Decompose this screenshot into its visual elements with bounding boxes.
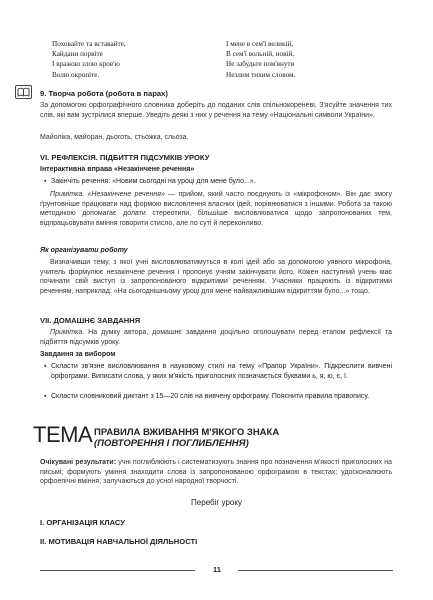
note-label: Примітка. [50,329,85,336]
lesson-step-2: II. МОТИВАЦІЯ НАВЧАЛЬНОЇ ДІЯЛЬНОСТІ [40,537,198,546]
note-text: На думку автора, домашнє завдання доцільно оголошувати перед етапом рефлексії та підбиття підсумків уроку. [40,329,392,346]
bullet-icon: ▪ [44,178,47,185]
poem-line: Незлим тихим словом. [226,70,296,79]
footer-rule-left [40,570,195,571]
tema-subtitle: (ПОВТОРЕННЯ І ПОГЛИБЛЕННЯ) [94,438,249,449]
choice-title: Завдання за вибором [40,351,116,358]
section-9-words: Майоліка, майоран, дьоготь, стьожка, сльоза. [40,134,189,141]
how-text: Визначивши тему, з якої учні висловлюватимуться в колі ідей або за допомогою уявного мікрофона, учитель формулює незакінчене речення і пропонує учням закінчувати його. Кожен наступний учень має починати свій виступ із запропонованого відкритими реченням. Учасники працюють із відкритими реченням, наприклад: «На сьогоднішньому уроці для мене найважливішим відкриттям було...» тощо. [40,259,392,295]
section-9-title: 9. Творча робота (робота в парах) [40,89,168,98]
how-title: Як організувати роботу [40,247,128,254]
poem-line: І вражою злою кров'ю [52,60,120,69]
poem-line: В сем'ї вольній, новій, [226,50,295,59]
results-label: Очікувані результати: [40,459,117,466]
bullet-icon: ▪ [44,363,47,370]
section-9-text: За допомогою орфографічного словника доберіть до поданих слів спільнокореневі. З'ясуйте значення тих слів, які вам зустрілися вперше. Уведіть деякі з них у речення на тему «Національні символи України». [40,102,392,119]
bullet-text: Закінчіть речення: «Новим сьогодні на уроці для мене було...». [51,178,256,185]
poem-line: Кайдани порвіте [52,50,103,59]
section-7-note [40,328,392,347]
note-text: — прийом, який часто поєднують із «мікрофоном». Він дає змогу ґрунтовніше працювати над формою висловлення власних ідей, порівнюватися з іншими. Робота за такою методикою допомагає долати стереотипи, більшіше висловлюватися щодо запропонованих тем, відпрацьовувати вміння говорити стисло, але по суті й переконливо. [40,191,392,227]
tema-title: ПРАВИЛА ВЖИВАННЯ М'ЯКОГО ЗНАКА [94,427,280,438]
homework-bullet-2 [44,392,392,402]
note-term: «Незакінчене речення» [87,191,165,198]
poem-line: І мене в сем'ї великій, [226,40,294,48]
poem-left [52,39,126,80]
bullet-text: Скласти зв'язне висловлювання в науковому стилі на тему «Прапор України». Підкреслити вивчені орфограми. Виписати слова, у яких м'якість приголосних позначається буквами ь, я, ю, є, ї. [51,363,392,380]
homework-bullet-1 [44,362,392,381]
poem-line: Волю окропіте. [52,70,100,79]
footer-rule-right [238,570,393,571]
section-6-subtitle: Інтерактивна вправа «Незакінчене речення» [40,166,195,173]
poem-line: Не забудьте пом'янути [226,60,295,69]
lesson-flow: Перебіг уроку [191,498,242,507]
section-7-title: VII. ДОМАШНЄ ЗАВДАННЯ [40,316,141,325]
tema-word: ТЕМА [33,422,93,447]
section-6-bullet [44,177,392,187]
section-6-title: VI. РЕФЛЕКСІЯ. ПІДБИТТЯ ПІДСУМКІВ УРОКУ [40,153,210,162]
results-text: учні поглиблюють і систематизують знання про позначення м'якості приголосних на письмі; формують уміння знаходити слова із запропонованою орфограмою в текстах; удосконалюють орфоепічні вміння; залучаються до усної народної творчості. [40,459,392,486]
section-6-note [40,190,392,228]
lesson-step-1: I. ОРГАНІЗАЦІЯ КЛАСУ [40,518,126,527]
bullet-text: Скласти словниковий диктант з 15—20 слів на вивчену орфограму. Пояснити правила правопису. [51,393,370,400]
pair-work-icon [15,85,32,99]
page-number: 11 [213,565,221,574]
note-label: Примітка. [50,191,85,198]
expected-results [40,458,392,487]
bullet-icon: ▪ [44,393,47,400]
poem-line: Поховайте та вставайте, [52,40,126,48]
poem-right [226,39,295,80]
